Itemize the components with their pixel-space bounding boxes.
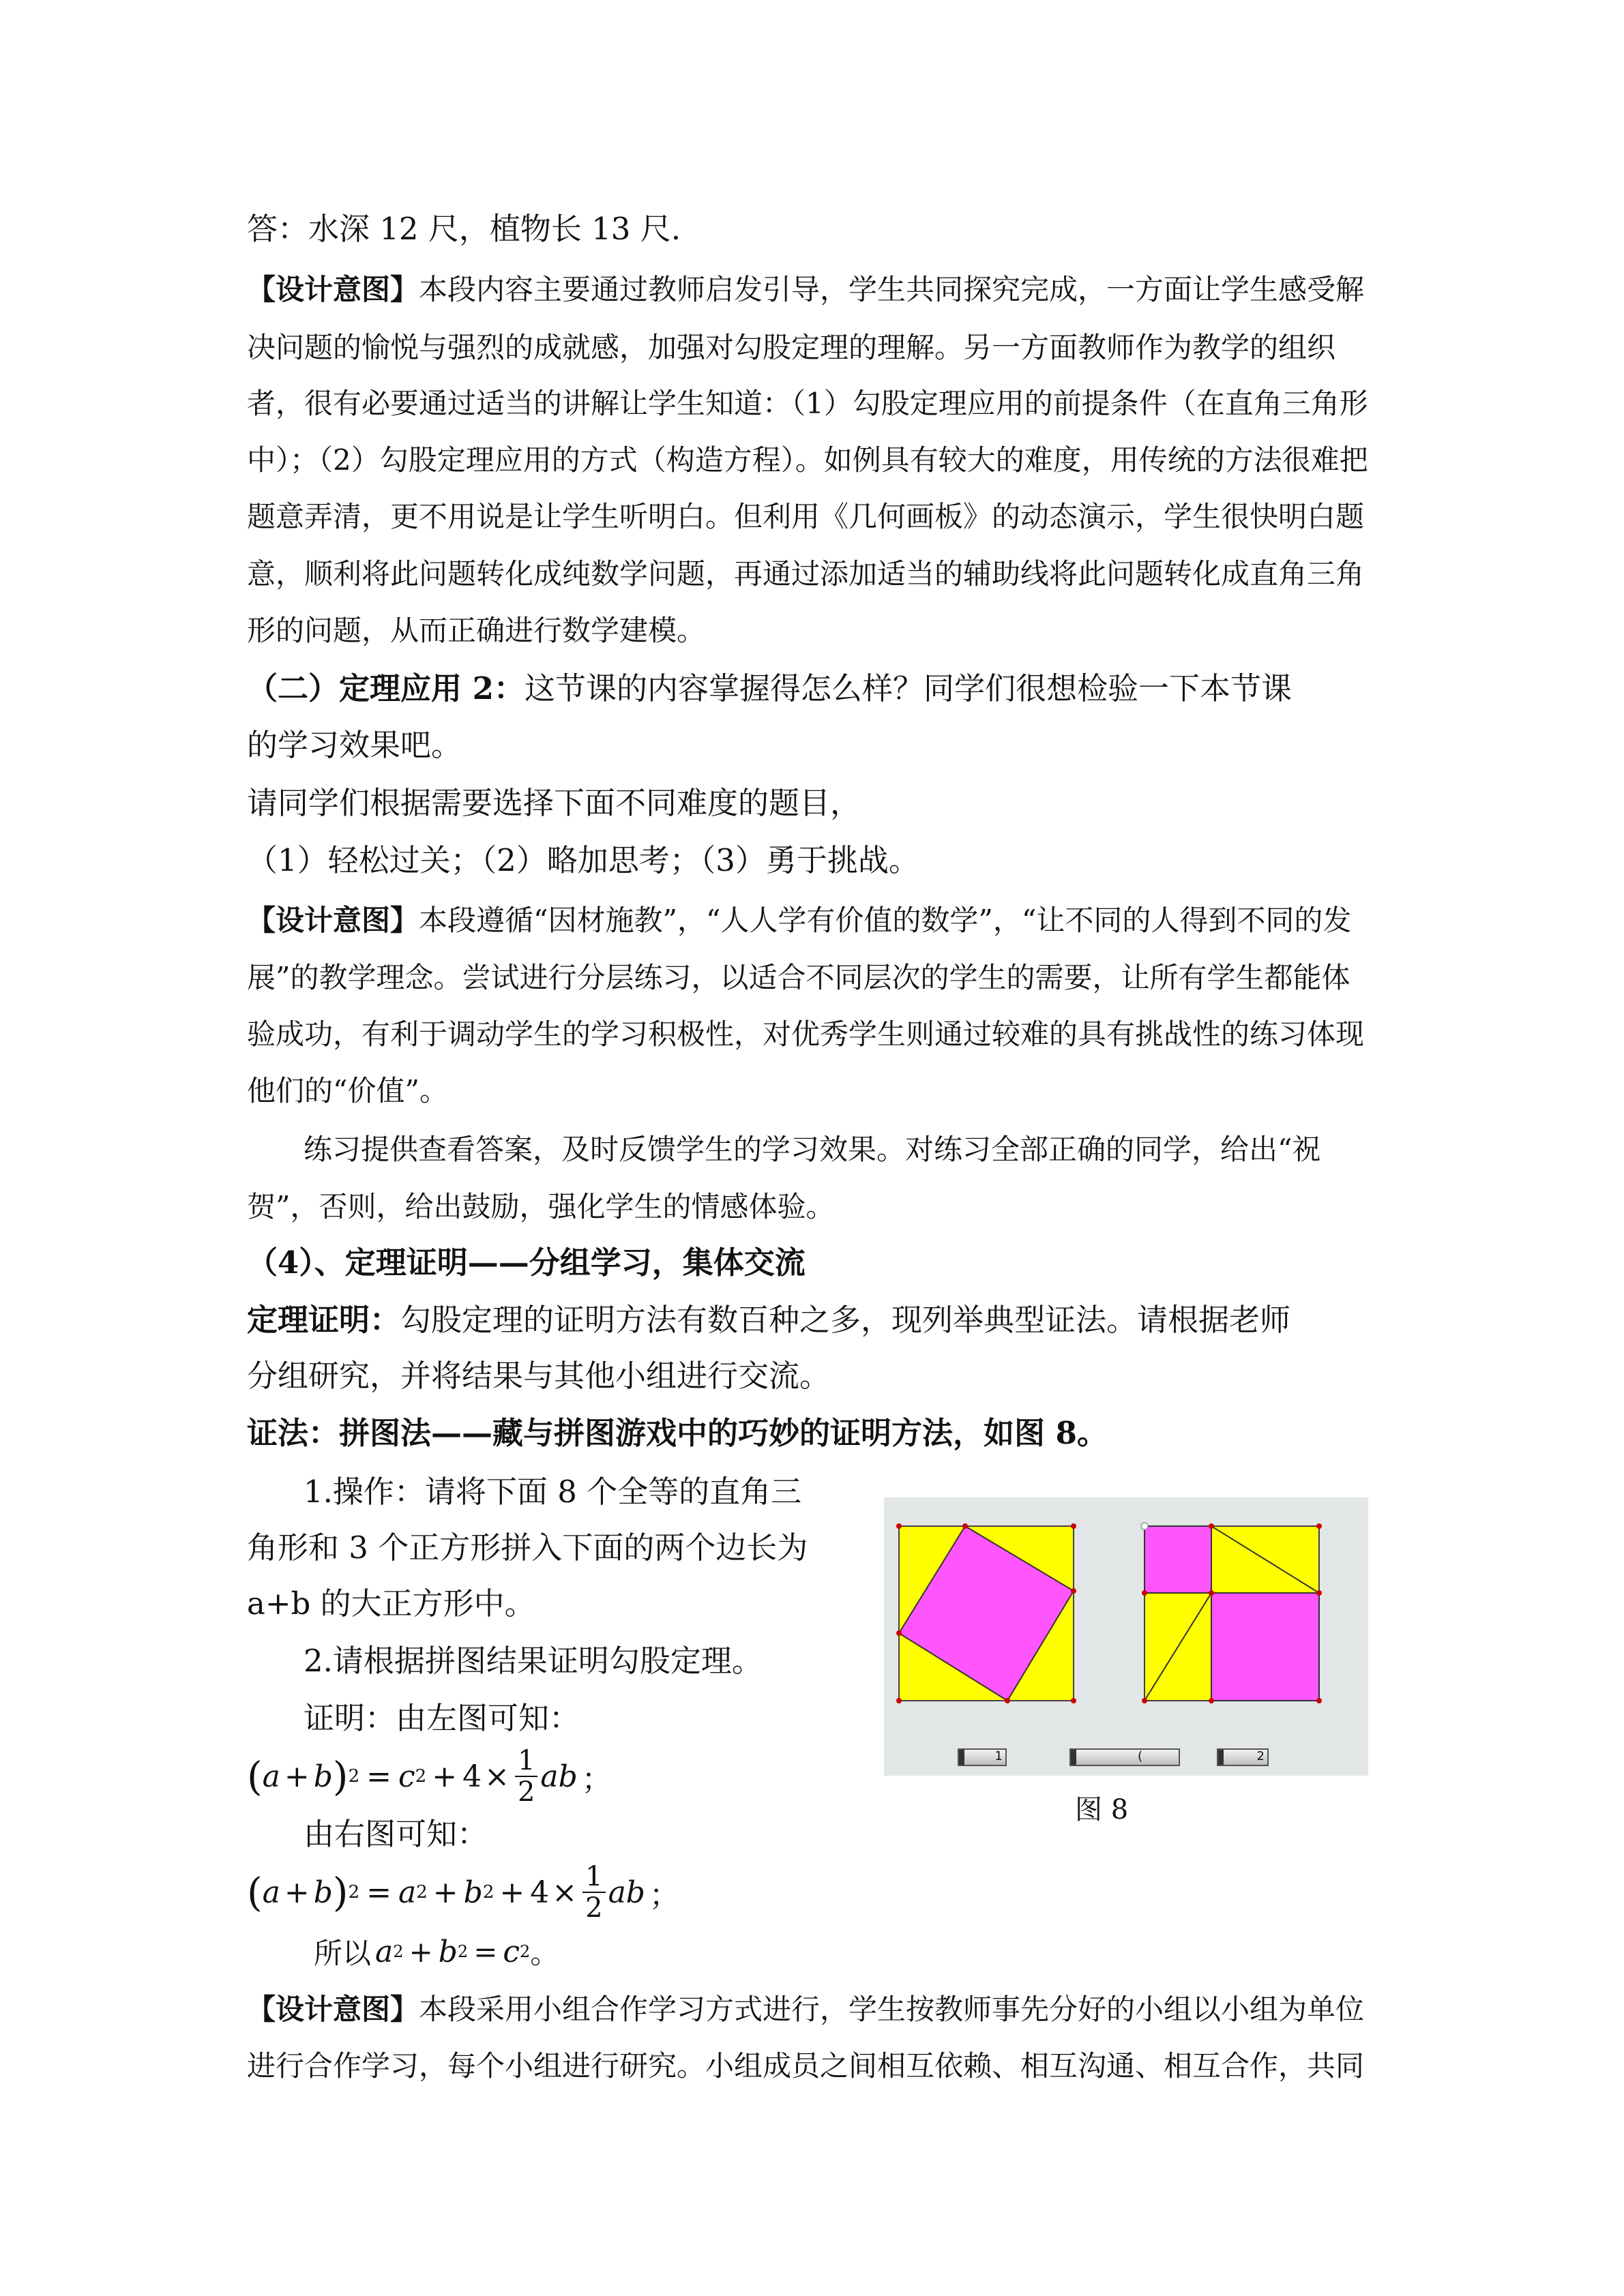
var-b: b [438, 1934, 458, 1969]
equation-left [247, 1739, 612, 1814]
paren-left: ( [247, 1869, 263, 1915]
text-line: 展”的教学理念。尝试进行分层练习，以适合不同层次的学生的需要，让所有学生都能体 [247, 961, 1350, 994]
button-handle [959, 1750, 964, 1765]
paragraph-design-intent-3 [247, 1989, 1379, 2030]
proof-left-intro: 证明：由左图可知： [304, 1700, 580, 1736]
var-c: c [398, 1759, 415, 1794]
text-line: 形的问题，从而正确进行数学建模。 [247, 614, 706, 647]
var-c: c [503, 1934, 520, 1969]
design-intent-tag: 【设计意图】 [247, 904, 419, 937]
step-1-line: 1.操作：请将下面 8 个全等的直角三 [304, 1474, 802, 1510]
section-label: （二）定理应用 2： [247, 670, 525, 706]
times-sign: × [552, 1875, 578, 1910]
denominator: 2 [517, 1776, 535, 1808]
denominator: 2 [585, 1892, 603, 1924]
button-handle [1218, 1750, 1224, 1765]
plus-sign: + [432, 1759, 458, 1794]
semicolon: ； [581, 1762, 612, 1797]
button-handle [1071, 1750, 1076, 1765]
exponent: 2 [457, 1942, 469, 1961]
var-b: b [313, 1875, 333, 1910]
paren-right: ) [332, 1869, 349, 1915]
text: 所以 [314, 1937, 372, 1970]
exponent: 2 [482, 1882, 494, 1903]
animate-button-2[interactable] [1217, 1748, 1269, 1766]
numerator: 1 [582, 1862, 605, 1893]
text-line: 请同学们根据需要选择下面不同难度的题目， [247, 785, 861, 821]
puzzle-figure-svg [884, 1497, 1368, 1776]
right-corner-handle[interactable] [1141, 1523, 1148, 1530]
text-line: a+b 的大正方形中。 [247, 1585, 535, 1622]
text-line: 题意弄清，更不用说是让学生听明白。但利用《几何画板》的动态演示，学生很快明白题 [247, 500, 1365, 533]
exponent: 2 [348, 1882, 360, 1903]
conclusion-line [314, 1931, 559, 1972]
text-line: 练习提供查看答案，及时反馈学生的学习效果。对练习全部正确的同学，给出“祝 [304, 1133, 1321, 1166]
var-ab: ab [608, 1875, 645, 1910]
text: 勾股定理的证明方法有数百种之多，现列举典型证法。请根据老师 [400, 1302, 1291, 1338]
plus-sign: + [284, 1759, 310, 1794]
paragraph-design-intent-2 [247, 900, 1379, 941]
var-b: b [313, 1759, 333, 1794]
right-large-square [1211, 1593, 1319, 1701]
var-b: b [463, 1875, 483, 1910]
section-heading-application-2 [247, 668, 1379, 709]
paragraph-theorem-proof [247, 1300, 1379, 1341]
text-line: 分组研究，并将结果与其他小组进行交流。 [247, 1358, 831, 1394]
figure-caption: 图 8 [1075, 1794, 1129, 1825]
proof-right-intro: 由右图可知： [304, 1816, 488, 1852]
plus-sign: + [499, 1875, 525, 1910]
numerator: 1 [515, 1746, 537, 1777]
plus-sign: + [432, 1875, 458, 1910]
fraction-half [582, 1862, 605, 1923]
text-line: 中）；（2）勾股定理应用的方式（构造方程）。如例具有较大的难度，用传统的方法很难把 [247, 443, 1368, 477]
semicolon: ； [649, 1878, 679, 1913]
var-a: a [375, 1934, 394, 1969]
text-line: 贺”，否则，给出鼓励，强化学生的情感体验。 [247, 1190, 835, 1223]
difficulty-options: （1）轻松过关；（2）略加思考；（3）勇于挑战。 [247, 842, 919, 878]
text-line: 意，顺利将此问题转化成纯数学问题，再通过添加适当的辅助线将此问题转化成直角三角 [247, 557, 1365, 591]
design-intent-tag: 【设计意图】 [247, 1993, 419, 2026]
paren-left: ( [247, 1753, 263, 1800]
plus-sign: + [409, 1935, 433, 1969]
step-2-line: 2.请根据拼图结果证明勾股定理。 [304, 1643, 763, 1679]
button-label: 1 [994, 1749, 1003, 1763]
text-line: 者，很有必要通过适当的讲解让学生知道：（1）勾股定理应用的前提条件（在直角三角形 [247, 387, 1368, 420]
paragraph-design-intent-1 [247, 269, 1379, 310]
exponent: 2 [520, 1942, 531, 1961]
text-line: 角形和 3 个正方形拼入下面的两个边长为 [247, 1530, 808, 1566]
text-line: 决问题的愉悦与强烈的成就感，加强对勾股定理的理解。另一方面教师作为教学的组织 [247, 331, 1336, 364]
text-line: 他们的“价值”。 [247, 1074, 448, 1107]
text-line: 的学习效果吧。 [247, 727, 462, 763]
text: 。 [530, 1937, 559, 1970]
coefficient: 4 [462, 1759, 482, 1794]
proof-label: 定理证明： [247, 1302, 401, 1338]
var-a: a [262, 1875, 280, 1910]
coefficient: 4 [530, 1875, 550, 1910]
exponent: 2 [415, 1766, 427, 1787]
exponent: 2 [393, 1942, 404, 1961]
text-line: 验成功，有利于调动学生的学习积极性，对优秀学生则通过较难的具有挑战性的练习体现 [247, 1017, 1365, 1051]
proof-method-heading: 证法：拼图法——藏与拼图游戏中的巧妙的证明方法，如图 8。 [247, 1415, 1108, 1451]
text: 本段遵循“因材施教”，“人人学有价值的数学”，“让不同的人得到不同的发 [419, 904, 1352, 937]
var-ab: ab [540, 1759, 578, 1794]
figure-8 [884, 1497, 1368, 1776]
answer-line: 答：水深 12 尺，植物长 13 尺. [247, 211, 681, 247]
plus-sign: + [284, 1875, 310, 1910]
animate-button-middle[interactable] [1069, 1748, 1180, 1766]
text: 本段内容主要通过教师启发引导，学生共同探究完成，一方面让学生感受解 [419, 273, 1365, 306]
exponent: 2 [416, 1882, 428, 1903]
animate-button-1[interactable] [958, 1748, 1007, 1766]
exponent: 2 [348, 1766, 360, 1787]
button-label: ( [1138, 1749, 1143, 1763]
equation-right [247, 1855, 679, 1930]
equals-sign: = [366, 1759, 392, 1794]
var-a: a [398, 1875, 417, 1910]
paren-right: ) [332, 1753, 349, 1800]
button-label: 2 [1256, 1749, 1265, 1763]
var-a: a [262, 1759, 280, 1794]
right-small-square [1145, 1526, 1211, 1593]
equals-sign: = [366, 1875, 392, 1910]
text: 本段采用小组合作学习方式进行，学生按教师事先分好的小组以小组为单位 [419, 1993, 1365, 2026]
design-intent-tag: 【设计意图】 [247, 273, 419, 306]
section-heading-proof: （4）、定理证明——分组学习，集体交流 [247, 1244, 806, 1281]
fraction-half [515, 1746, 537, 1807]
text: 这节课的内容掌握得怎么样？同学们很想检验一下本节课 [524, 670, 1292, 706]
times-sign: × [484, 1759, 510, 1794]
text-line: 进行合作学习，每个小组进行研究。小组成员之间相互依赖、相互沟通、相互合作，共同 [247, 2049, 1365, 2083]
equals-sign: = [473, 1935, 498, 1969]
